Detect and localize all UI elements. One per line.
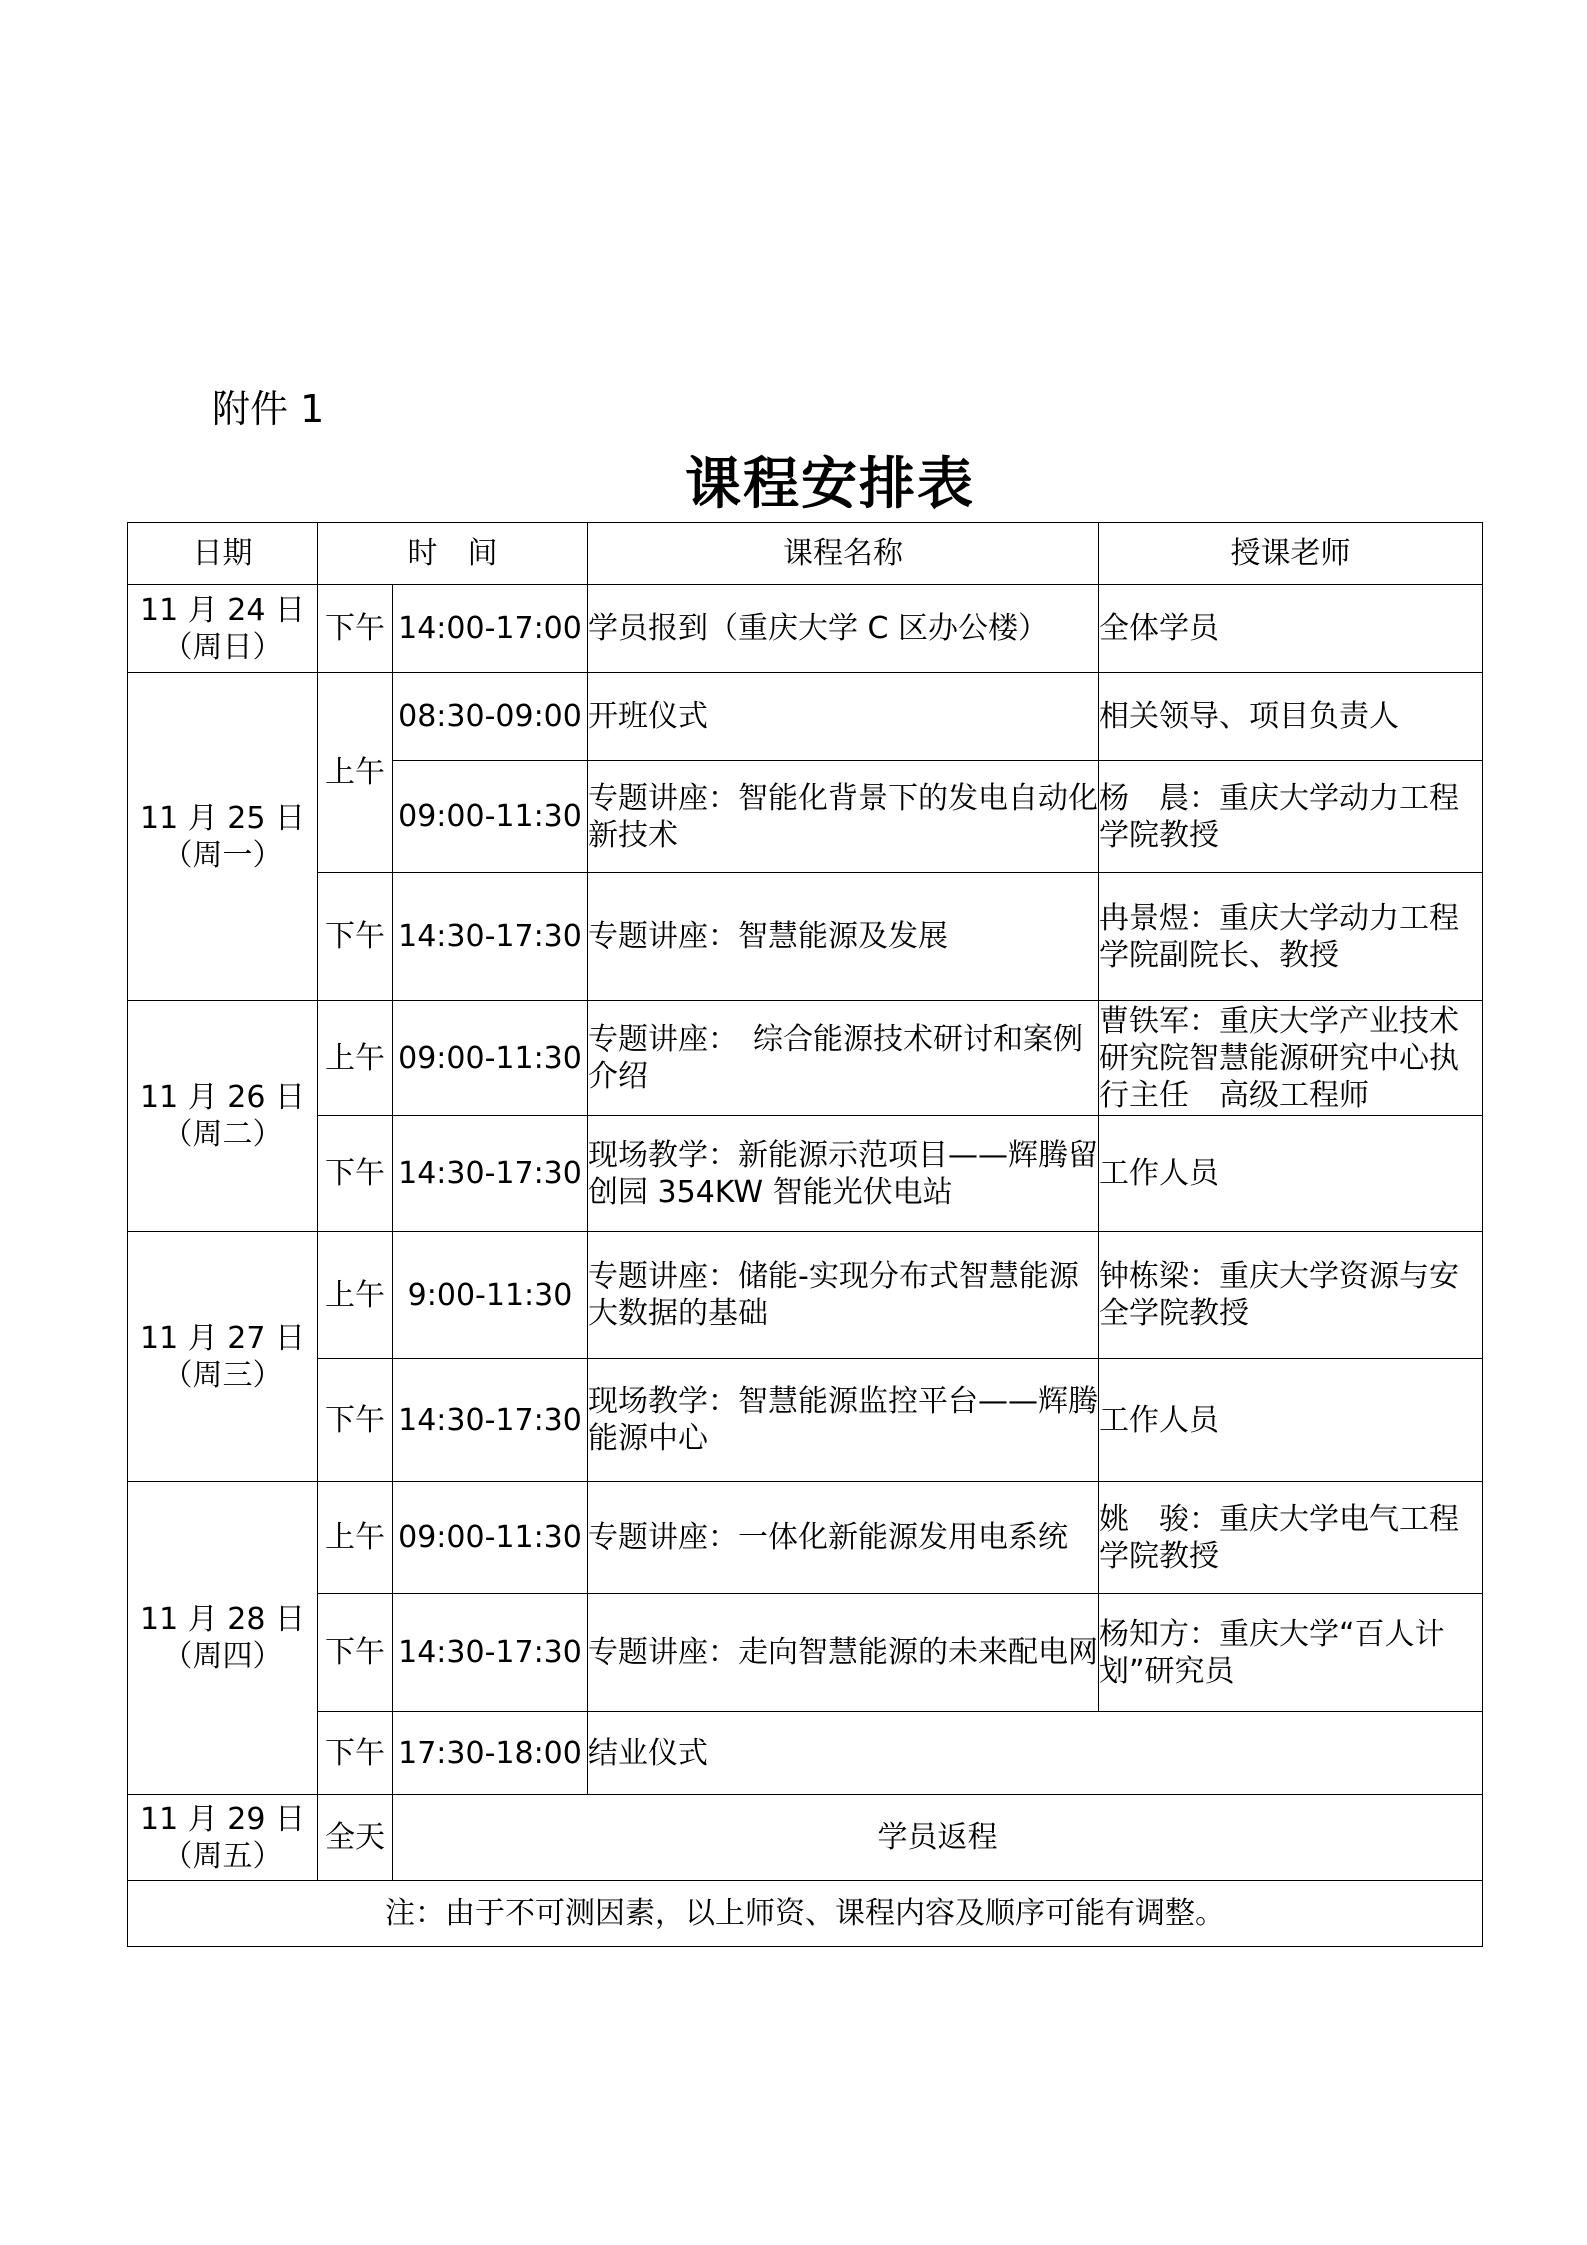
course-cell: 现场教学：新能源示范项目——辉腾留创园 354KW 智能光伏电站 xyxy=(588,1116,1099,1232)
table-row xyxy=(128,1795,1483,1881)
period-cell: 下午 xyxy=(318,1359,393,1482)
header-teacher: 授课老师 xyxy=(1099,523,1483,585)
teacher-cell: 全体学员 xyxy=(1099,585,1483,673)
course-cell: 专题讲座： 综合能源技术研讨和案例介绍 xyxy=(588,1001,1099,1116)
teacher-cell: 工作人员 xyxy=(1099,1359,1483,1482)
time-cell: 09:00-11:30 xyxy=(393,1482,588,1594)
date-text: 11 月 27 日 xyxy=(140,1320,305,1356)
date-text: 11 月 29 日 xyxy=(140,1801,305,1837)
course-cell: 现场教学：智慧能源监控平台——辉腾能源中心 xyxy=(588,1359,1099,1482)
weekday-text: （周日） xyxy=(162,629,283,665)
time-cell: 14:30-17:30 xyxy=(393,873,588,1001)
teacher-cell: 杨知方：重庆大学“百人计划”研究员 xyxy=(1099,1594,1483,1712)
table-row xyxy=(128,873,1483,1001)
course-cell: 专题讲座：智慧能源及发展 xyxy=(588,873,1099,1001)
teacher-cell: 钟栋梁：重庆大学资源与安全学院教授 xyxy=(1099,1232,1483,1359)
teacher-cell: 工作人员 xyxy=(1099,1116,1483,1232)
date-cell xyxy=(128,1795,318,1881)
period-cell: 上午 xyxy=(318,673,393,873)
teacher-cell: 相关领导、项目负责人 xyxy=(1099,673,1483,761)
teacher-cell: 冉景煜：重庆大学动力工程学院副院长、教授 xyxy=(1099,873,1483,1001)
period-cell: 下午 xyxy=(318,1116,393,1232)
weekday-text: （周五） xyxy=(162,1838,283,1874)
period-cell: 全天 xyxy=(318,1795,393,1881)
course-cell: 专题讲座：走向智慧能源的未来配电网 xyxy=(588,1594,1099,1712)
course-cell: 开班仪式 xyxy=(588,673,1099,761)
time-cell: 14:30-17:30 xyxy=(393,1359,588,1482)
weekday-text: （周一） xyxy=(162,837,283,873)
period-cell: 上午 xyxy=(318,1001,393,1116)
time-cell: 9:00-11:30 xyxy=(393,1232,588,1359)
date-text: 11 月 26 日 xyxy=(140,1080,305,1115)
table-row xyxy=(128,1482,1483,1594)
time-cell: 17:30-18:00 xyxy=(393,1712,588,1795)
table-row xyxy=(128,1116,1483,1232)
time-cell: 09:00-11:30 xyxy=(393,1001,588,1116)
weekday-text: （周二） xyxy=(162,1117,283,1152)
schedule-table xyxy=(127,522,1483,1947)
attachment-label: 附件 1 xyxy=(212,387,325,431)
course-cell: 学员报到（重庆大学 C 区办公楼） xyxy=(588,585,1099,673)
teacher-cell: 曹铁军：重庆大学产业技术研究院智慧能源研究中心执行主任 高级工程师 xyxy=(1099,1001,1483,1116)
course-cell: 专题讲座：智能化背景下的发电自动化新技术 xyxy=(588,761,1099,873)
date-text: 11 月 28 日 xyxy=(140,1602,305,1637)
date-cell xyxy=(128,1482,318,1795)
date-cell xyxy=(128,585,318,673)
date-text: 11 月 24 日 xyxy=(140,592,305,628)
time-cell: 08:30-09:00 xyxy=(393,673,588,761)
date-cell xyxy=(128,673,318,1001)
note-text: 注：由于不可测因素，以上师资、课程内容及顺序可能有调整。 xyxy=(128,1881,1483,1947)
table-row xyxy=(128,1712,1483,1795)
note-row xyxy=(128,1881,1483,1947)
header-row xyxy=(128,523,1483,585)
period-cell: 上午 xyxy=(318,1232,393,1359)
table-row xyxy=(128,1001,1483,1116)
course-cell: 专题讲座：一体化新能源发用电系统 xyxy=(588,1482,1099,1594)
header-date: 日期 xyxy=(128,523,318,585)
weekday-text: （周三） xyxy=(162,1357,283,1393)
teacher-cell: 姚 骏：重庆大学电气工程学院教授 xyxy=(1099,1482,1483,1594)
period-cell: 下午 xyxy=(318,1712,393,1795)
date-cell xyxy=(128,1001,318,1232)
date-text: 11 月 25 日 xyxy=(140,800,305,836)
period-cell: 下午 xyxy=(318,585,393,673)
period-cell: 下午 xyxy=(318,1594,393,1712)
table-row xyxy=(128,1359,1483,1482)
time-cell: 14:30-17:30 xyxy=(393,1594,588,1712)
period-cell: 下午 xyxy=(318,873,393,1001)
table-row xyxy=(128,1594,1483,1712)
return-cell: 学员返程 xyxy=(393,1795,1483,1881)
time-cell: 09:00-11:30 xyxy=(393,761,588,873)
weekday-text: （周四） xyxy=(162,1639,283,1674)
table-row xyxy=(128,1232,1483,1359)
course-cell: 专题讲座：储能-实现分布式智慧能源大数据的基础 xyxy=(588,1232,1099,1359)
table-row xyxy=(128,585,1483,673)
time-cell: 14:30-17:30 xyxy=(393,1116,588,1232)
date-cell xyxy=(128,1232,318,1482)
header-time: 时 间 xyxy=(318,523,588,585)
teacher-cell: 杨 晨：重庆大学动力工程学院教授 xyxy=(1099,761,1483,873)
page-title: 课程安排表 xyxy=(685,451,975,517)
time-cell: 14:00-17:00 xyxy=(393,585,588,673)
period-cell: 上午 xyxy=(318,1482,393,1594)
table-row xyxy=(128,673,1483,761)
course-cell: 结业仪式 xyxy=(588,1712,1483,1795)
header-course: 课程名称 xyxy=(588,523,1099,585)
